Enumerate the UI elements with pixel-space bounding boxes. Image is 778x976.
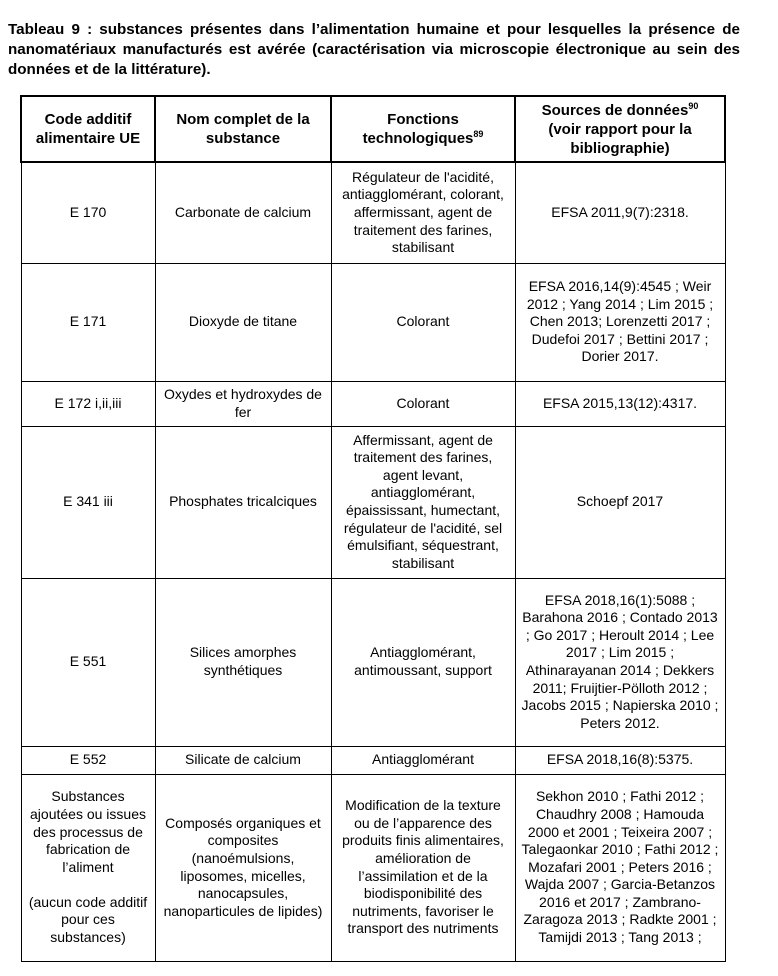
cell-code: E 171 — [21, 263, 155, 381]
header-row — [21, 96, 725, 162]
cell-sources: Sekhon 2010 ; Fathi 2012 ; Chaudhry 2008 ; Hamouda 2000 et 2001 ; Teixeira 2007 ; Talegaonkar 2010 ; Fathi 2012 ; Mozafari 2001 ; Peters 2016 ; Wajda 2007 ; Garcia-Betanzos 2016 et 2017 ; Zambrano-Zaragoza 2013 ; Radkte 2001 ; Tamijdi 2013 ; Tang 2013 ; — [515, 774, 725, 961]
header-name: Nom complet de la substance — [155, 96, 331, 162]
cell-sources: EFSA 2011,9(7):2318. — [515, 162, 725, 263]
footnote-marker: 90 — [688, 100, 699, 111]
caption-label: Tableau 9 — [8, 21, 80, 38]
cell-functions: Antiagglomérant — [331, 746, 515, 774]
header-functions-label: Fonctions technologiques — [362, 111, 474, 147]
cell-functions: Modification de la texture ou de l’apparence des produits finis alimentaires, amélioration de l’assimilation et de la biodisponibilité des nutriments, favoriser le transport des nutriments — [331, 774, 515, 961]
cell-name: Composés organiques et composites (nanoémulsions, liposomes, micelles, nanocapsules, nanoparticules de lipides) — [155, 774, 331, 961]
cell-sources: EFSA 2018,16(1):5088 ; Barahona 2016 ; Contado 2013 ; Go 2017 ; Heroult 2014 ; Lee 2017 ; Lim 2015 ; Athinarayanan 2014 ; Dekkers 2011; Fruijtier-Pölloth 2012 ; Jacobs 2015 ; Napierska 2010 ; Peters 2012. — [515, 578, 725, 746]
table-row — [21, 162, 725, 263]
table-row — [21, 381, 725, 426]
cell-functions: Affermissant, agent de traitement des farines, agent levant, antiagglomérant, épaississant, humectant, régulateur de l'acidité, sel émulsifiant, séquestrant, stabilisant — [331, 426, 515, 578]
header-sources — [515, 96, 725, 162]
cell-name: Dioxyde de titane — [155, 263, 331, 381]
cell-functions: Colorant — [331, 263, 515, 381]
cell-functions: Antiagglomérant, antimoussant, support — [331, 578, 515, 746]
cell-name: Oxydes et hydroxydes de fer — [155, 381, 331, 426]
cell-name: Carbonate de calcium — [155, 162, 331, 263]
cell-code: E 341 iii — [21, 426, 155, 578]
cell-sources: EFSA 2015,13(12):4317. — [515, 381, 725, 426]
cell-sources: EFSA 2018,16(8):5375. — [515, 746, 725, 774]
cell-code: E 551 — [21, 578, 155, 746]
cell-code: Substances ajoutées ou issues des processus de fabrication de l’aliment (aucun code additif pour ces substances) — [21, 774, 155, 961]
cell-sources: EFSA 2016,14(9):4545 ; Weir 2012 ; Yang 2014 ; Lim 2015 ; Chen 2013; Lorenzetti 2017 ; Dudefoi 2017 ; Bettini 2017 ; Dorier 2017. — [515, 263, 725, 381]
header-code: Code additif alimentaire UE — [21, 96, 155, 162]
caption-text: : substances présentes dans l’alimentation humaine et pour lesquelles la présence de nanomatériaux manufacturés est avérée (caractérisation via microscopie électronique au sein des données et de la littérature). — [8, 21, 740, 78]
header-functions — [331, 96, 515, 162]
table-row — [21, 774, 725, 961]
cell-name: Phosphates tricalciques — [155, 426, 331, 578]
cell-code: E 552 — [21, 746, 155, 774]
table-row — [21, 746, 725, 774]
header-sources-sub: (voir rapport pour la bibliographie) — [548, 120, 692, 157]
table-row — [21, 578, 725, 746]
cell-code: E 172 i,ii,iii — [21, 381, 155, 426]
table-caption — [8, 20, 740, 80]
cell-functions: Régulateur de l'acidité, antiagglomérant, colorant, affermissant, agent de traitement des farines, stabilisant — [331, 162, 515, 263]
nanomaterials-table — [20, 95, 726, 962]
cell-code: E 170 — [21, 162, 155, 263]
cell-name: Silicate de calcium — [155, 746, 331, 774]
table-row — [21, 263, 725, 381]
cell-sources: Schoepf 2017 — [515, 426, 725, 578]
table-row — [21, 426, 725, 578]
cell-name: Silices amorphes synthétiques — [155, 578, 331, 746]
footnote-marker: 89 — [473, 129, 484, 139]
header-sources-label: Sources de données — [541, 101, 689, 119]
cell-functions: Colorant — [331, 381, 515, 426]
